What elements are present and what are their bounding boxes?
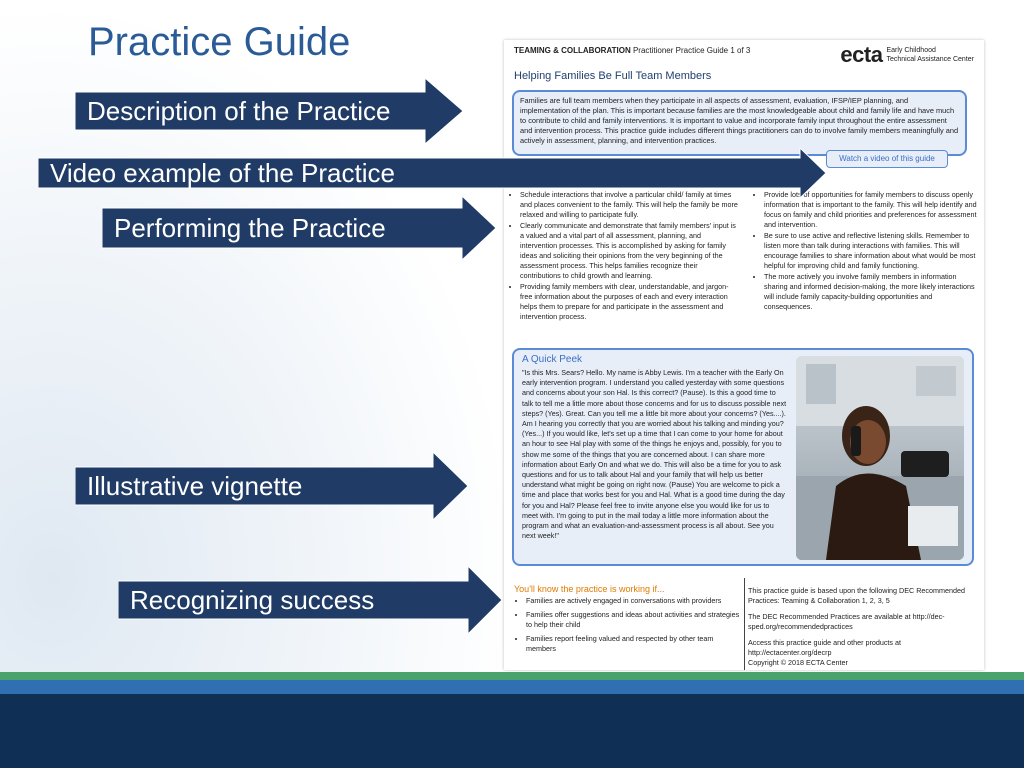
refs-line: Copyright © 2018 ECTA Center	[748, 658, 848, 667]
arrow-performing	[102, 196, 498, 260]
arrow-video	[38, 148, 828, 198]
practice-guide-document	[504, 40, 984, 670]
refs-line: Access this practice guide and other products at http://ectacenter.org/decrp	[748, 638, 902, 657]
watch-video-button[interactable]: Watch a video of this guide	[826, 150, 948, 168]
refs-line: This practice guide is based upon the following DEC Recommended Practices: Teaming & Collaboration 1, 2, 3, 5	[748, 586, 965, 605]
arrow-success	[118, 566, 504, 634]
success-list	[514, 596, 742, 658]
label-success: Recognizing success	[130, 584, 375, 615]
logo-sub-line1: Early Childhood	[886, 47, 936, 54]
arrow-vignette	[75, 452, 470, 520]
references	[748, 586, 978, 674]
divider	[744, 578, 745, 670]
list-item: • Providing family members with clear, understandable, and jargon-free information about the purposes of each and every interaction helps them to prepare for and participate in the assessment and intervention process.	[520, 282, 738, 322]
label-description: Description of the Practice	[87, 95, 391, 126]
list-item: • Schedule interactions that involve a particular child/ family at times and places convenient to the family. This will help the family be more relaxed and willing to participate fully.	[520, 190, 738, 220]
quick-peek-text: "Is this Mrs. Sears? Hello. My name is Abby Lewis. I'm a teacher with the Early On early intervention program. I understand you called yesterday with some questions and concerns about your son Hal. Is this correct? (Pause). Is this a good time to talk to tell me a little more about those concerns and for us to discuss possible next steps? (Yes). Great. Can you tell me a little bit more about your concerns? (Yes....). Am I hearing you correctly that you are worried about his talking and minding you? (Yes...) If you would like, let's set up a time that I can come to your home for about an hour to see Hal play with some of the things he enjoys and, possibly, for you to show me some of the things that you are concerned about. I can share more information about Early On and what we do. This will also be a time for you to ask questions and for us to talk about Hal and your family that will help us better understand what might be going on right now. (Pause) You are welcome to pick a time and place that works best for you and Hal. What is a good time during the day for you and Hal? Please feel free to invite anyone else you would like for us to meet with. I'm going to put in the mail today a little more information about the program and what an evaluation-and-assessment process is all about. See you next week!"	[522, 368, 787, 541]
list-item: • Be sure to use active and reflective listening skills. Remember to listen more than talk during interactions with families. This will encourage families to share information about what would be most helpful for improving child and family functioning.	[764, 231, 978, 271]
list-item: • Provide lots of opportunities for family members to discuss openly information that is important to the family. This will help identify and focus on family and child priorities and preferences for assessment and intervention.	[764, 190, 978, 230]
list-item: • Clearly communicate and demonstrate that family members' input is a valued and a vital part of all assessment, planning, and intervention processes. This is accomplished by asking for family ideas and soliciting their opinions from the very beginning of the assessment process. This helps families recognize their contributions to child growth and learning.	[520, 221, 738, 281]
slide-title: Practice Guide	[88, 20, 351, 64]
label-performing: Performing the Practice	[114, 212, 386, 243]
photo-illustration	[796, 356, 964, 560]
bottom-strip-blue	[0, 680, 1024, 694]
doc-header-rest: Practitioner Practice Guide 1 of 3	[630, 46, 751, 55]
right-column	[752, 190, 978, 313]
label-video: Video example of the Practice	[50, 157, 395, 188]
quick-peek-box	[512, 348, 974, 566]
success-heading: You'll know the practice is working if...	[514, 584, 665, 594]
logo-sub-line2: Technical Assistance Center	[886, 56, 974, 63]
list-item: • The more actively you involve family members in information sharing and informed decision-making, the more likely interactions will include family capacity-building opportunities and consequences.	[764, 272, 978, 312]
logo-text: ecta	[840, 42, 883, 67]
quick-peek-title: A Quick Peek	[522, 354, 583, 365]
woman-on-phone-photo	[796, 356, 964, 560]
intro-box: Families are full team members when they participate in all aspects of assessment, evaluation, IFSP/IEP planning, and implementation of the plan. This is important because families are the most knowledgeable about child and family life and have much to contribute to child and family interventions. It is important to value and incorporate family input throughout the entire assessment and intervention process. This practice guide includes different things practitioners can do to involve family members meaningfully and actively in assessment, planning, and intervention practices.	[512, 90, 967, 156]
arrow-description	[75, 78, 465, 144]
list-item: • Families report feeling valued and respected by other team members	[526, 634, 742, 654]
doc-title: Helping Families Be Full Team Members	[514, 70, 712, 82]
list-item: • Families are actively engaged in conversations with providers	[526, 596, 742, 606]
doc-header	[514, 46, 750, 55]
refs-line: The DEC Recommended Practices are available at http://dec-sped.org/recommendedpractices	[748, 612, 945, 631]
doc-header-bold: TEAMING & COLLABORATION	[514, 46, 631, 55]
logo-subtitle	[886, 46, 974, 64]
left-column	[508, 190, 738, 323]
bottom-strip-green	[0, 672, 1024, 680]
ecta-logo	[840, 42, 974, 68]
list-item: • Families offer suggestions and ideas about activities and strategies to help their child	[526, 610, 742, 630]
bottom-bar	[0, 694, 1024, 768]
label-vignette: Illustrative vignette	[87, 470, 303, 501]
